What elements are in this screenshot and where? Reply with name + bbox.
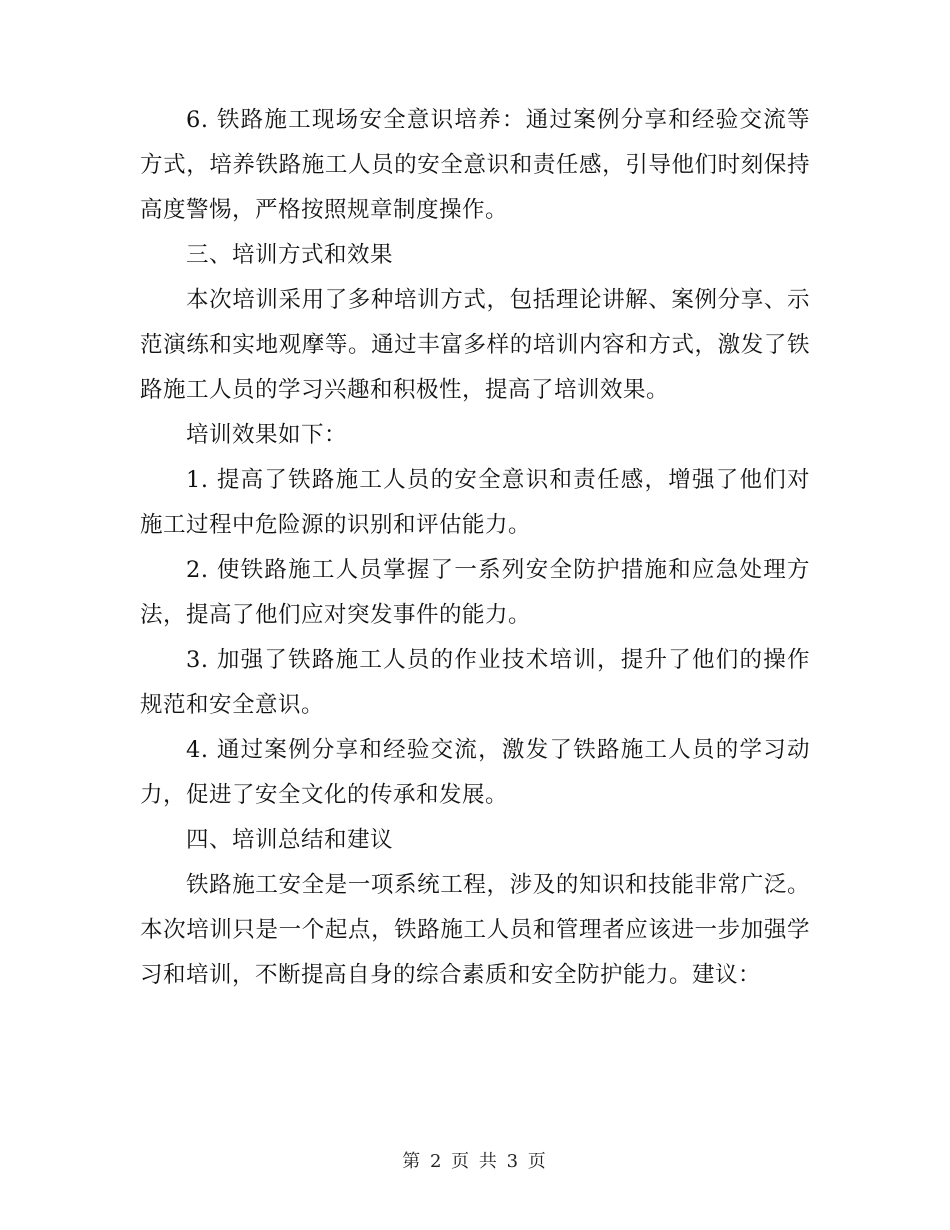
- paragraph-summary: 铁路施工安全是一项系统工程，涉及的知识和技能非常广泛。本次培训只是一个起点，铁路施工人员和管理者应该进一步加强学习和培训，不断提高自身的综合素质和安全防护能力。建议：: [140, 872, 810, 988]
- page-footer: 第 2 页 共 3 页: [402, 1151, 548, 1172]
- paragraph-item-6-safety-awareness: 6. 铁路施工现场安全意识培养：通过案例分享和经验交流等方式，培养铁路施工人员的安全意识和责任感，引导他们时刻保持高度警惕，严格按照规章制度操作。: [140, 107, 810, 223]
- section-heading-training-methods: 三、培训方式和效果: [186, 242, 394, 268]
- paragraph-effect-4: 4. 通过案例分享和经验交流，激发了铁路施工人员的学习动力，促进了安全文化的传承和发展。: [140, 737, 810, 808]
- paragraph-effect-2: 2. 使铁路施工人员掌握了一系列安全防护措施和应急处理方法，提高了他们应对突发事件的能力。: [140, 557, 810, 628]
- section-heading-summary: 四、培训总结和建议: [186, 827, 394, 853]
- paragraph-training-methods: 本次培训采用了多种培训方式，包括理论讲解、案例分享、示范演练和实地观摩等。通过丰富多样的培训内容和方式，激发了铁路施工人员的学习兴趣和积极性，提高了培训效果。: [140, 287, 810, 403]
- paragraph-effect-1: 1. 提高了铁路施工人员的安全意识和责任感，增强了他们对施工过程中危险源的识别和评估能力。: [140, 467, 810, 538]
- paragraph-training-effects-intro: 培训效果如下：: [186, 422, 348, 448]
- paragraph-effect-3: 3. 加强了铁路施工人员的作业技术培训，提升了他们的操作规范和安全意识。: [140, 647, 810, 718]
- document-body: [140, 98, 810, 998]
